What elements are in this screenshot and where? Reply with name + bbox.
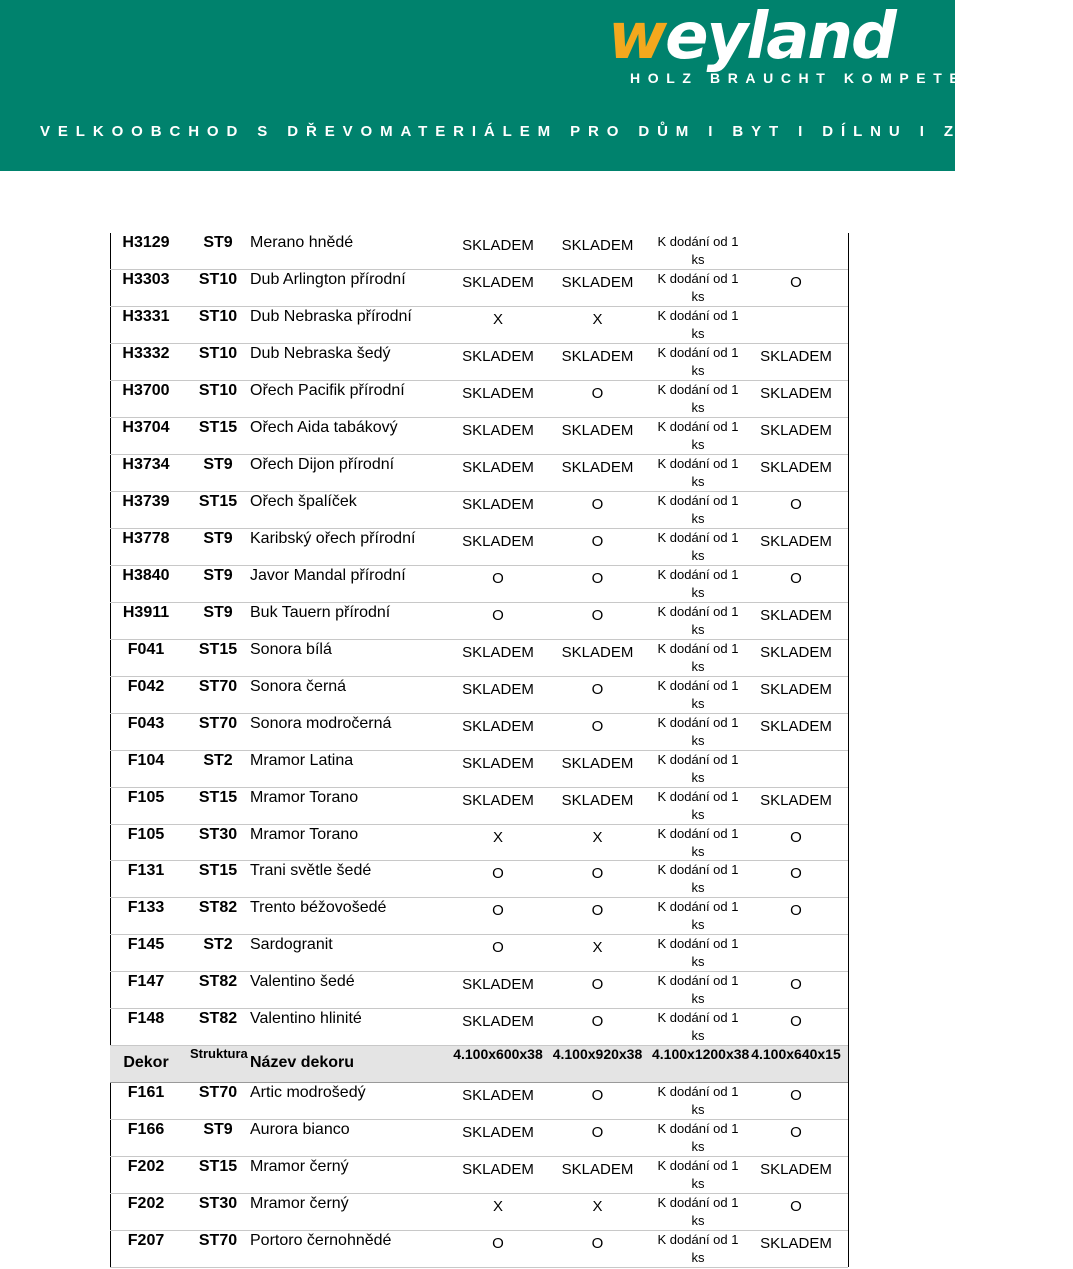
cell-nazev: Ořech Aida tabákový: [250, 418, 398, 436]
cell-col3: K dodání od 1 ks: [657, 603, 739, 637]
cell-col4: SKLADEM: [760, 384, 832, 402]
cell-dekor: H3303: [122, 270, 170, 288]
cell-col3: K dodání od 1 ks: [657, 1158, 739, 1192]
cell-nazev: Sonora černá: [250, 677, 347, 695]
cell-col2: O: [591, 1087, 604, 1105]
cell-nazev: Mramor černý: [250, 1195, 349, 1213]
table-row: [110, 1157, 848, 1194]
cell-col4: O: [790, 495, 802, 513]
cell-col3: K dodání od 1 ks: [657, 492, 739, 526]
cell-col1: O: [492, 606, 504, 624]
cell-col4: SKLADEM: [760, 606, 832, 624]
cell-dekor: F105: [127, 788, 165, 806]
table-row: [110, 788, 848, 825]
table-row: [110, 233, 848, 270]
cell-col4: O: [790, 1198, 802, 1216]
cell-dekor: F133: [127, 899, 165, 917]
cell-struktura: ST9: [203, 603, 233, 621]
cell-col1: O: [492, 865, 504, 883]
cell-col3: K dodání od 1 ks: [657, 788, 739, 822]
cell-col3: K dodání od 1 ks: [657, 234, 739, 267]
header-col4: 4.100x640x15: [751, 1046, 841, 1063]
cell-col4: SKLADEM: [760, 791, 832, 809]
cell-nazev: Aurora bianco: [250, 1121, 350, 1139]
cell-nazev: Trani světle šedé: [250, 862, 372, 880]
cell-struktura: ST9: [203, 566, 233, 584]
header-dekor: Dekor: [123, 1054, 169, 1072]
table-row: [110, 714, 848, 751]
cell-col1: SKLADEM: [462, 754, 534, 772]
cell-struktura: ST15: [198, 788, 238, 806]
cell-col1: SKLADEM: [462, 273, 534, 291]
cell-col4: [750, 233, 842, 269]
cell-col2: SKLADEM: [561, 643, 634, 661]
cell-col1: SKLADEM: [462, 1161, 534, 1179]
cell-dekor: F131: [127, 862, 165, 880]
cell-col2: X: [592, 828, 603, 846]
cell-col3: K dodání od 1 ks: [657, 418, 739, 452]
cell-col4: [750, 935, 842, 971]
cell-dekor: H3734: [122, 455, 170, 473]
cell-struktura: ST82: [198, 899, 238, 917]
table-row: [110, 307, 848, 344]
cell-col4: O: [790, 828, 802, 846]
cell-col1: SKLADEM: [462, 680, 534, 698]
table-row: [110, 898, 848, 935]
cell-col1: SKLADEM: [462, 237, 534, 254]
cell-nazev: Portoro černohnědé: [250, 1232, 392, 1250]
cell-col3: K dodání od 1 ks: [657, 936, 739, 970]
cell-col2: X: [592, 1198, 603, 1216]
cell-col2: O: [591, 1013, 604, 1031]
cell-col2: O: [591, 680, 604, 698]
cell-col3: K dodání od 1 ks: [657, 751, 739, 785]
cell-col2: O: [591, 532, 604, 550]
cell-col2: SKLADEM: [561, 458, 634, 476]
cell-col1: SKLADEM: [462, 976, 534, 994]
table-row: [110, 935, 848, 972]
table-rows-bottom: [110, 1083, 848, 1268]
cell-struktura: ST2: [203, 936, 233, 954]
header-col1: 4.100x600x38: [453, 1046, 543, 1063]
table-row: [110, 455, 848, 492]
cell-col3: K dodání od 1 ks: [657, 1084, 739, 1118]
cell-col4: SKLADEM: [760, 680, 832, 698]
cell-col1: SKLADEM: [462, 421, 534, 439]
cell-col4: O: [790, 1087, 802, 1105]
table-row: [110, 1009, 848, 1046]
table-row: [110, 1120, 848, 1157]
cell-nazev: Merano hnědé: [250, 234, 354, 251]
cell-struktura: ST10: [198, 381, 238, 399]
cell-struktura: ST15: [198, 640, 238, 658]
cell-col4: [750, 307, 842, 343]
cell-struktura: ST2: [203, 751, 233, 769]
table-row: [110, 1194, 848, 1231]
cell-dekor: H3332: [122, 344, 170, 362]
cell-col1: SKLADEM: [462, 347, 534, 365]
cell-nazev: Valentino šedé: [250, 973, 355, 991]
cell-col1: SKLADEM: [462, 384, 534, 402]
cell-dekor: F207: [127, 1232, 165, 1250]
cell-col3: K dodání od 1 ks: [657, 1010, 739, 1044]
cell-col1: O: [492, 1235, 504, 1253]
cell-dekor: F042: [127, 677, 165, 695]
cell-col3: K dodání od 1 ks: [657, 973, 739, 1007]
cell-col2: O: [591, 976, 604, 994]
cell-col1: O: [492, 902, 504, 920]
cell-nazev: Sardogranit: [250, 936, 333, 954]
cell-col3: K dodání od 1 ks: [657, 825, 739, 859]
cell-col4: SKLADEM: [760, 347, 832, 365]
cell-nazev: Mramor Torano: [250, 825, 359, 843]
cell-nazev: Mramor Latina: [250, 751, 354, 769]
cell-col3: K dodání od 1 ks: [657, 381, 739, 415]
cell-struktura: ST30: [198, 1195, 238, 1213]
table-row: [110, 566, 848, 603]
cell-col2: O: [591, 495, 604, 513]
cell-dekor: H3739: [122, 492, 170, 510]
cell-nazev: Sonora bílá: [250, 640, 332, 658]
cell-col2: O: [591, 1235, 604, 1253]
cell-nazev: Ořech Pacifik přírodní: [250, 381, 405, 399]
cell-col4: SKLADEM: [760, 1235, 832, 1253]
cell-col2: SKLADEM: [561, 754, 634, 772]
cell-dekor: F043: [127, 714, 165, 732]
cell-col1: SKLADEM: [462, 495, 534, 513]
cell-col4: O: [790, 865, 802, 883]
cell-dekor: F202: [127, 1158, 165, 1176]
cell-col2: SKLADEM: [561, 347, 634, 365]
cell-col2: SKLADEM: [561, 791, 634, 809]
cell-nazev: Dub Nebraska přírodní: [250, 307, 412, 325]
table-right-border: [848, 233, 849, 1267]
cell-dekor: F147: [127, 973, 165, 991]
header-tagline: VELKOOBCHOD S DŘEVOMATERIÁLEM PRO DŮM I BYT I DÍLNU I ZAHRADU: [40, 123, 1073, 140]
cell-col4: O: [790, 902, 802, 920]
header-nazev: Název dekoru: [250, 1054, 355, 1072]
table-row: [110, 492, 848, 529]
cell-col4: SKLADEM: [760, 532, 832, 550]
cell-col2: X: [592, 939, 603, 957]
cell-struktura: ST10: [198, 307, 238, 325]
product-table: [110, 233, 848, 1268]
cell-nazev: Mramor Torano: [250, 788, 359, 806]
cell-col1: SKLADEM: [462, 717, 534, 735]
cell-col4: [750, 751, 842, 787]
cell-nazev: Dub Arlington přírodní: [250, 270, 406, 288]
cell-col1: SKLADEM: [462, 1124, 534, 1142]
table-row: [110, 1231, 848, 1268]
cell-struktura: ST15: [198, 862, 238, 880]
cell-struktura: ST15: [198, 418, 238, 436]
cell-col1: SKLADEM: [462, 1013, 534, 1031]
cell-col1: SKLADEM: [462, 532, 534, 550]
cell-col3: K dodání od 1 ks: [657, 862, 739, 896]
cell-dekor: F166: [127, 1121, 165, 1139]
cell-struktura: ST15: [198, 1158, 238, 1176]
cell-col4: O: [790, 976, 802, 994]
cell-col4: SKLADEM: [760, 1161, 832, 1179]
cell-nazev: Buk Tauern přírodní: [250, 603, 391, 621]
cell-col2: SKLADEM: [561, 273, 634, 291]
cell-struktura: ST82: [198, 973, 238, 991]
cell-col3: K dodání od 1 ks: [657, 1232, 739, 1266]
cell-nazev: Artic modrošedý: [250, 1084, 366, 1102]
cell-col2: O: [591, 902, 604, 920]
cell-col3: K dodání od 1 ks: [657, 714, 739, 748]
cell-nazev: Ořech špalíček: [250, 492, 357, 510]
cell-col1: SKLADEM: [462, 458, 534, 476]
cell-dekor: H3129: [122, 234, 170, 251]
cell-nazev: Valentino hlinité: [250, 1010, 362, 1028]
table-rows-top: [110, 233, 848, 1046]
cell-col3: K dodání od 1 ks: [657, 529, 739, 563]
table-header-row: [110, 1046, 848, 1083]
cell-struktura: ST30: [198, 825, 238, 843]
cell-col2: X: [592, 310, 603, 328]
cell-col3: K dodání od 1 ks: [657, 899, 739, 933]
cell-dekor: F041: [127, 640, 165, 658]
cell-col2: SKLADEM: [561, 421, 634, 439]
weyland-logo: weyland: [608, 0, 895, 74]
header-struktura: Struktura: [190, 1046, 248, 1062]
cell-struktura: ST70: [198, 1232, 238, 1250]
table-row: [110, 529, 848, 566]
cell-col2: O: [591, 606, 604, 624]
cell-col1: SKLADEM: [462, 643, 534, 661]
header-col3: 4.100x1200x38: [652, 1046, 750, 1063]
cell-col1: O: [492, 939, 504, 957]
table-row: [110, 861, 848, 898]
logo-subtitle: HOLZ BRAUCHT KOMPETENZ: [630, 70, 1001, 86]
table-row: [110, 972, 848, 1009]
table-row: [110, 640, 848, 677]
cell-col2: O: [591, 569, 604, 587]
cell-col3: K dodání od 1 ks: [657, 640, 739, 674]
cell-dekor: F161: [127, 1084, 165, 1102]
table-row: [110, 418, 848, 455]
cell-nazev: Javor Mandal přírodní: [250, 566, 406, 584]
cell-nazev: Dub Nebraska šedý: [250, 344, 391, 362]
cell-struktura: ST82: [198, 1010, 238, 1028]
cell-col4: SKLADEM: [760, 717, 832, 735]
cell-col2: SKLADEM: [561, 237, 634, 254]
table-row: [110, 270, 848, 307]
cell-col3: K dodání od 1 ks: [657, 307, 739, 341]
table-row: [110, 825, 848, 862]
cell-col2: O: [591, 717, 604, 735]
cell-col3: K dodání od 1 ks: [657, 566, 739, 600]
cell-struktura: ST9: [203, 529, 233, 547]
cell-col4: SKLADEM: [760, 458, 832, 476]
cell-col4: O: [790, 1013, 802, 1031]
cell-struktura: ST70: [198, 714, 238, 732]
cell-dekor: H3700: [122, 381, 170, 399]
cell-dekor: F104: [127, 751, 165, 769]
cell-col4: SKLADEM: [760, 421, 832, 439]
cell-struktura: ST70: [198, 1084, 238, 1102]
cell-struktura: ST15: [198, 492, 238, 510]
table-row: [110, 1083, 848, 1120]
table-row: [110, 751, 848, 788]
cell-struktura: ST10: [198, 270, 238, 288]
cell-dekor: F202: [127, 1195, 165, 1213]
page-header: [0, 0, 1073, 171]
cell-col3: K dodání od 1 ks: [657, 1195, 739, 1229]
header-col2: 4.100x920x38: [552, 1046, 643, 1063]
cell-nazev: Mramor černý: [250, 1158, 349, 1176]
cell-col1: X: [492, 828, 503, 846]
cell-struktura: ST70: [198, 677, 238, 695]
table-row: [110, 677, 848, 714]
cell-dekor: H3704: [122, 418, 170, 436]
cell-col3: K dodání od 1 ks: [657, 677, 739, 711]
cell-nazev: Sonora modročerná: [250, 714, 392, 732]
table-row: [110, 344, 848, 381]
cell-dekor: F145: [127, 936, 165, 954]
table-row: [110, 603, 848, 640]
cell-col4: O: [790, 1124, 802, 1142]
cell-col4: O: [790, 273, 802, 291]
cell-dekor: F148: [127, 1010, 165, 1028]
cell-dekor: F105: [127, 825, 165, 843]
cell-col4: O: [790, 569, 802, 587]
cell-col4: SKLADEM: [760, 643, 832, 661]
cell-col1: X: [492, 1198, 503, 1216]
cell-struktura: ST9: [203, 1121, 233, 1139]
cell-col2: O: [591, 384, 604, 402]
cell-col1: SKLADEM: [462, 1087, 534, 1105]
cell-col1: SKLADEM: [462, 791, 534, 809]
cell-col1: X: [492, 310, 503, 328]
cell-col2: O: [591, 865, 604, 883]
cell-struktura: ST10: [198, 344, 238, 362]
cell-col1: O: [492, 569, 504, 587]
cell-nazev: Trento béžovošedé: [250, 899, 387, 917]
table-row: [110, 381, 848, 418]
cell-dekor: H3840: [122, 566, 170, 584]
cell-col3: K dodání od 1 ks: [657, 344, 739, 378]
cell-struktura: ST9: [203, 234, 233, 251]
cell-dekor: H3331: [122, 307, 170, 325]
cell-nazev: Karibský ořech přírodní: [250, 529, 416, 547]
cell-dekor: H3778: [122, 529, 170, 547]
cell-col2: SKLADEM: [561, 1161, 634, 1179]
cell-dekor: H3911: [122, 603, 170, 621]
cell-col3: K dodání od 1 ks: [657, 270, 739, 304]
cell-col2: O: [591, 1124, 604, 1142]
cell-nazev: Ořech Dijon přírodní: [250, 455, 395, 473]
cell-col3: K dodání od 1 ks: [657, 1121, 739, 1155]
cell-col3: K dodání od 1 ks: [657, 455, 739, 489]
cell-struktura: ST9: [203, 455, 233, 473]
